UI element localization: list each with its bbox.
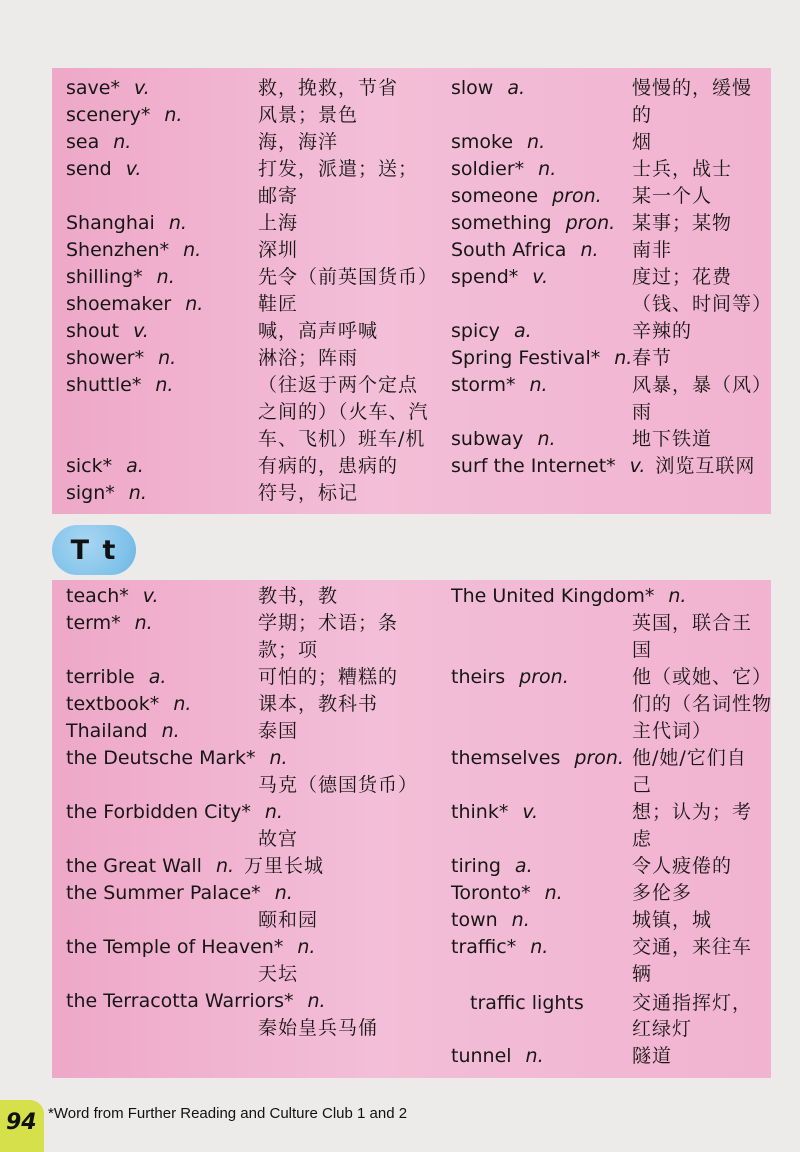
headword: traffic*: [451, 936, 517, 958]
glossary-line: [632, 664, 772, 691]
glossary-line: [632, 237, 672, 264]
part-of-speech: n.: [544, 882, 563, 904]
glossary-line: [66, 75, 150, 102]
glossary-line: [258, 961, 298, 988]
definition-zh: 某一个人: [632, 185, 713, 207]
definition-zh: 淋浴；阵雨: [258, 347, 359, 369]
headword: traffic lights: [470, 992, 584, 1014]
glossary-line: [451, 745, 624, 772]
glossary-line: [632, 934, 752, 961]
headword: someone: [451, 185, 539, 207]
definition-zh: 风景；景色: [258, 104, 359, 126]
definition-zh: 秦始皇兵马俑: [258, 1017, 379, 1039]
definition-zh: 城镇，城: [632, 909, 713, 931]
headword: South Africa: [451, 239, 567, 261]
glossary-line: [632, 399, 652, 426]
definition-zh: 教书，教: [258, 585, 339, 607]
definition-zh: 某事；某物: [632, 212, 733, 234]
definition-zh: 马克（德国货币）: [258, 774, 419, 796]
headword: think*: [451, 801, 509, 823]
definition-zh: 符号，标记: [258, 482, 359, 504]
part-of-speech: n.: [156, 266, 175, 288]
glossary-line: [632, 129, 652, 156]
definition-zh: 车、飞机）班车/机: [258, 428, 426, 450]
definition-zh: 鞋匠: [258, 293, 299, 315]
definition-zh: 烟: [632, 131, 653, 153]
part-of-speech: v.: [142, 585, 159, 607]
part-of-speech: a.: [513, 320, 532, 342]
definition-zh: 慢慢的，缓慢: [632, 77, 753, 99]
definition-zh: 泰国: [258, 720, 299, 742]
glossary-line: [258, 826, 298, 853]
glossary-line: [66, 237, 201, 264]
glossary-line: [451, 345, 632, 372]
definition-zh: 主代词）: [632, 720, 713, 742]
part-of-speech: pron.: [565, 212, 616, 234]
glossary-line: [451, 1043, 544, 1070]
glossary-line: [66, 318, 149, 345]
definition-zh: 可怕的；糟糕的: [258, 666, 399, 688]
part-of-speech: a.: [126, 455, 144, 477]
part-of-speech: n.: [530, 936, 549, 958]
page-number: 94: [6, 1110, 37, 1135]
part-of-speech: n.: [161, 720, 180, 742]
part-of-speech: n.: [264, 801, 283, 823]
glossary-line: [470, 990, 584, 1017]
definition-zh: 度过；花费: [632, 266, 733, 288]
glossary-line: [451, 583, 686, 610]
definition-zh: 春节: [632, 347, 673, 369]
part-of-speech: n.: [128, 482, 147, 504]
part-of-speech: v.: [629, 455, 646, 477]
glossary-line: [632, 826, 652, 853]
glossary-line: [66, 853, 324, 880]
glossary-line: [66, 156, 141, 183]
glossary-line: [451, 183, 602, 210]
glossary-line: [632, 799, 752, 826]
definition-zh: 天坛: [258, 963, 299, 985]
headword: term*: [66, 612, 121, 634]
definition-zh: 颐和园: [258, 909, 319, 931]
definition-zh: 令人疲倦的: [632, 855, 733, 877]
glossary-line: [258, 75, 398, 102]
glossary-line: [632, 102, 652, 129]
definition-zh: 想；认为；考: [632, 801, 753, 823]
headword: slow: [451, 77, 494, 99]
part-of-speech: pron.: [552, 185, 602, 207]
headword: send: [66, 158, 112, 180]
part-of-speech: n.: [168, 212, 187, 234]
part-of-speech: a.: [514, 855, 533, 877]
definition-zh: 虑: [632, 828, 653, 850]
definition-zh: 救，挽救，节省: [258, 77, 399, 99]
part-of-speech: n.: [215, 855, 235, 877]
glossary-line: [451, 880, 563, 907]
glossary-line: [632, 772, 652, 799]
glossary-line: [632, 907, 712, 934]
glossary-line: [258, 691, 378, 718]
glossary-line: [258, 772, 418, 799]
part-of-speech: n.: [173, 693, 192, 715]
headword: town: [451, 909, 498, 931]
definition-zh: 风暴，暴（风）: [632, 374, 773, 396]
glossary-line: [632, 183, 712, 210]
glossary-line: [632, 610, 752, 637]
glossary-line: [632, 637, 652, 664]
part-of-speech: n.: [511, 909, 530, 931]
definition-zh: 故宫: [258, 828, 299, 850]
glossary-line: [451, 853, 533, 880]
part-of-speech: n.: [580, 239, 599, 261]
headword: surf the Internet*: [451, 455, 616, 477]
definition-zh: 们的（名词性物: [632, 693, 773, 715]
glossary-line: [451, 426, 556, 453]
glossary-line: [66, 664, 166, 691]
headword: sick*: [66, 455, 113, 477]
headword: spend*: [451, 266, 519, 288]
part-of-speech: n.: [134, 612, 153, 634]
glossary-line: [632, 291, 772, 318]
glossary-line: [632, 853, 732, 880]
part-of-speech: n.: [307, 990, 326, 1012]
glossary-line: [258, 345, 358, 372]
headword: the Great Wall: [66, 855, 202, 877]
headword: themselves: [451, 747, 561, 769]
definition-zh: 学期；术语；条: [258, 612, 399, 634]
part-of-speech: n.: [614, 347, 633, 369]
headword: shilling*: [66, 266, 143, 288]
headword: scenery*: [66, 104, 151, 126]
glossary-line: [258, 399, 429, 426]
glossary-line: [451, 75, 525, 102]
glossary-line: [451, 264, 548, 291]
glossary-line: [632, 745, 747, 772]
headword: Shanghai: [66, 212, 155, 234]
glossary-line: [66, 102, 182, 129]
glossary-line: [66, 583, 159, 610]
definition-zh: 南非: [632, 239, 673, 261]
headword: the Summer Palace*: [66, 882, 261, 904]
headword: smoke: [451, 131, 514, 153]
glossary-line: [66, 799, 283, 826]
definition-zh: 打发，派遣；送；: [258, 158, 419, 180]
part-of-speech: n.: [525, 1045, 544, 1067]
glossary-line: [451, 237, 599, 264]
definition-zh: （往返于两个定点: [258, 374, 419, 396]
definition-zh: 上海: [258, 212, 299, 234]
part-of-speech: pron.: [574, 747, 624, 769]
footnote: *Word from Further Reading and Culture Club 1 and 2: [48, 1105, 408, 1122]
part-of-speech: v.: [532, 266, 548, 288]
headword: Shenzhen*: [66, 239, 170, 261]
part-of-speech: n.: [274, 882, 293, 904]
glossary-line: [632, 691, 772, 718]
definition-zh: 深圳: [258, 239, 299, 261]
glossary-line: [258, 907, 318, 934]
headword: Spring Festival*: [451, 347, 601, 369]
part-of-speech: n.: [158, 347, 177, 369]
headword: The United Kingdom*: [451, 585, 655, 607]
part-of-speech: n.: [538, 158, 557, 180]
part-of-speech: n.: [183, 239, 202, 261]
definition-zh: 地下铁道: [632, 428, 713, 450]
glossary-line: [66, 988, 326, 1015]
glossary-line: [258, 372, 418, 399]
glossary-line: [632, 990, 752, 1017]
headword: the Forbidden City*: [66, 801, 251, 823]
part-of-speech: v.: [125, 158, 142, 180]
definition-zh: 己: [632, 774, 653, 796]
headword: spicy: [451, 320, 500, 342]
glossary-line: [632, 961, 652, 988]
glossary-line: [258, 237, 298, 264]
headword: terrible: [66, 666, 135, 688]
part-of-speech: a.: [507, 77, 526, 99]
definition-zh: （钱、时间等）: [632, 293, 773, 315]
glossary-line: [66, 345, 176, 372]
glossary-line: [258, 583, 338, 610]
definition-zh: 海，海洋: [258, 131, 339, 153]
definition-zh: 雨: [632, 401, 653, 423]
glossary-line: [451, 318, 532, 345]
glossary-line: [66, 453, 144, 480]
glossary-line: [66, 745, 288, 772]
glossary-line: [632, 372, 772, 399]
part-of-speech: pron.: [519, 666, 569, 688]
glossary-line: [66, 291, 203, 318]
definition-zh: 隧道: [632, 1045, 673, 1067]
headword: tunnel: [451, 1045, 512, 1067]
part-of-speech: n.: [668, 585, 687, 607]
part-of-speech: n.: [185, 293, 204, 315]
glossary-line: [258, 718, 298, 745]
part-of-speech: n.: [537, 428, 556, 450]
part-of-speech: n.: [529, 374, 548, 396]
glossary-line: [66, 372, 173, 399]
definition-zh: 英国，联合王: [632, 612, 753, 634]
definition-zh: 先令（前英国货币）: [258, 266, 439, 288]
glossary-line: [451, 934, 548, 961]
definition-zh: 辛辣的: [632, 320, 693, 342]
glossary-line: [451, 156, 556, 183]
part-of-speech: n.: [527, 131, 546, 153]
definition-zh: 红绿灯: [632, 1018, 693, 1040]
headword: shoemaker: [66, 293, 172, 315]
part-of-speech: a.: [148, 666, 167, 688]
definition-zh: 邮寄: [258, 185, 299, 207]
glossary-line: [632, 156, 732, 183]
definition-zh: 交通指挥灯，: [632, 992, 753, 1014]
headword: tiring: [451, 855, 501, 877]
headword: textbook*: [66, 693, 160, 715]
headword: something: [451, 212, 552, 234]
glossary-line: [66, 880, 293, 907]
glossary-line: [258, 291, 298, 318]
definition-zh: 国: [632, 639, 653, 661]
glossary-line: [632, 1016, 692, 1043]
definition-zh: 的: [632, 104, 653, 126]
headword: theirs: [451, 666, 506, 688]
glossary-line: [451, 372, 548, 399]
glossary-line: [66, 480, 147, 507]
glossary-line: [66, 718, 180, 745]
part-of-speech: n.: [155, 374, 174, 396]
headword: soldier*: [451, 158, 525, 180]
glossary-line: [451, 453, 755, 480]
glossary-line: [258, 426, 425, 453]
glossary-line: [66, 264, 175, 291]
part-of-speech: n.: [297, 936, 316, 958]
headword: Thailand: [66, 720, 148, 742]
glossary-line: [258, 318, 378, 345]
headword: the Temple of Heaven*: [66, 936, 284, 958]
glossary-line: [258, 480, 358, 507]
glossary-line: [258, 210, 298, 237]
glossary-line: [258, 102, 358, 129]
glossary-line: [258, 183, 298, 210]
glossary-line: [632, 210, 732, 237]
headword: the Terracotta Warriors*: [66, 990, 294, 1012]
part-of-speech: n.: [113, 131, 132, 153]
glossary-line: [632, 880, 692, 907]
headword: shuttle*: [66, 374, 142, 396]
glossary-line: [258, 1015, 378, 1042]
headword: shout: [66, 320, 120, 342]
definition-zh: 课本，教科书: [258, 693, 379, 715]
glossary-line: [258, 637, 318, 664]
glossary-line: [66, 934, 315, 961]
glossary-line: [451, 664, 569, 691]
glossary-line: [451, 210, 615, 237]
headword: subway: [451, 428, 524, 450]
glossary-line: [632, 718, 712, 745]
glossary-line: [258, 156, 418, 183]
glossary-line: [632, 345, 672, 372]
definition-zh: 交通，来往车: [632, 936, 753, 958]
definition-zh: 款；项: [258, 639, 319, 661]
glossary-line: [451, 799, 538, 826]
part-of-speech: n.: [269, 747, 288, 769]
definition-zh: 辆: [632, 963, 653, 985]
headword: teach*: [66, 585, 129, 607]
definition-zh: 喊，高声呼喊: [258, 320, 379, 342]
glossary-line: [258, 610, 398, 637]
headword: Toronto*: [451, 882, 531, 904]
glossary-line: [632, 75, 752, 102]
definition-zh: 士兵，战士: [632, 158, 733, 180]
part-of-speech: n.: [164, 104, 183, 126]
definition-zh: 多伦多: [632, 882, 693, 904]
glossary-line: [632, 426, 712, 453]
definition-zh: 有病的，患病的: [258, 455, 399, 477]
headword: sign*: [66, 482, 115, 504]
headword: sea: [66, 131, 100, 153]
glossary-line: [632, 1043, 672, 1070]
glossary-line: [632, 264, 732, 291]
definition-zh: 他/她/它们自: [632, 747, 747, 769]
glossary-line: [451, 907, 530, 934]
glossary-line: [66, 691, 191, 718]
glossary-line: [66, 129, 131, 156]
headword: storm*: [451, 374, 516, 396]
section-letter-badge: T t: [52, 525, 136, 575]
glossary-line: [258, 129, 338, 156]
glossary-line: [258, 664, 398, 691]
definition-zh: 之间的）（火车、汽: [258, 401, 429, 423]
headword: the Deutsche Mark*: [66, 747, 256, 769]
glossary-line: [66, 210, 187, 237]
headword: save*: [66, 77, 120, 99]
glossary-line: [66, 610, 153, 637]
glossary-line: [258, 453, 398, 480]
part-of-speech: v.: [133, 320, 149, 342]
glossary-line: [258, 264, 438, 291]
definition-zh: 浏览互联网: [655, 455, 756, 477]
glossary-line: [632, 318, 692, 345]
headword: shower*: [66, 347, 145, 369]
definition-zh: 他（或她、它）: [632, 666, 773, 688]
definition-zh: 万里长城: [244, 855, 325, 877]
part-of-speech: v.: [522, 801, 539, 823]
glossary-line: [451, 129, 545, 156]
part-of-speech: v.: [133, 77, 150, 99]
